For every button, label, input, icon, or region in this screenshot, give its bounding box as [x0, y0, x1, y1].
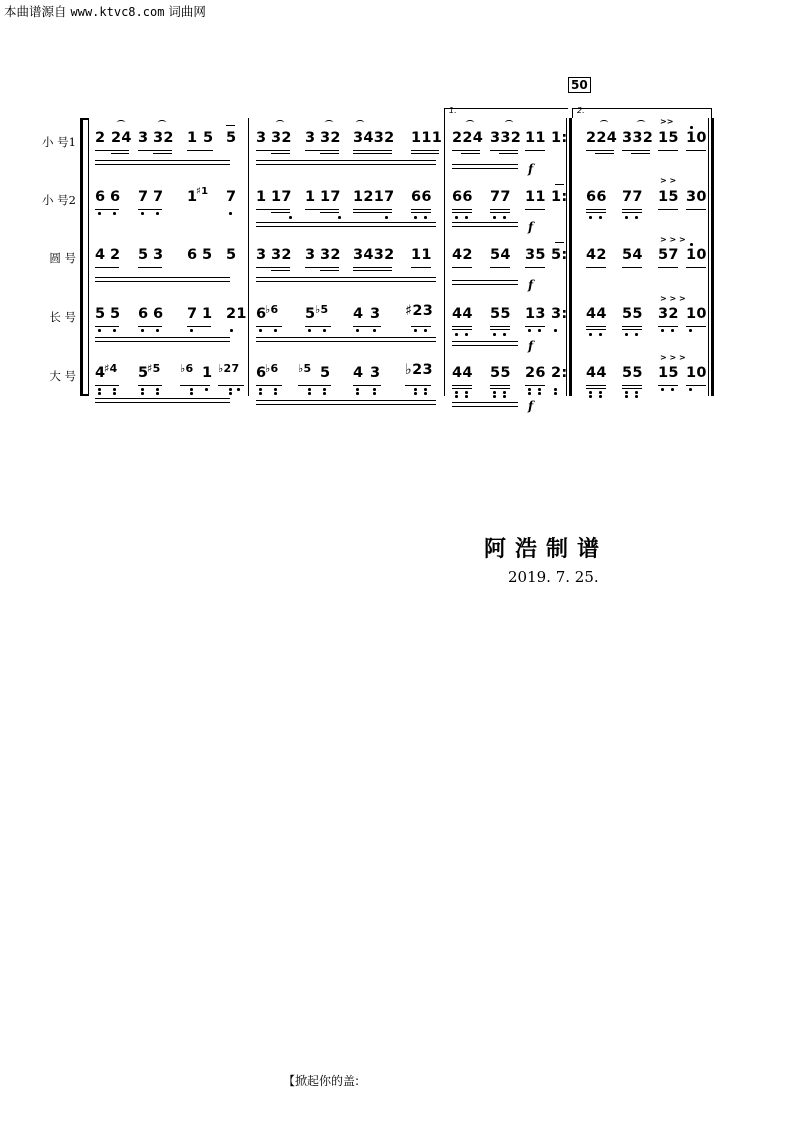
- note: 10: [686, 130, 707, 146]
- note: ♭6: [180, 362, 194, 375]
- note: 17: [320, 189, 341, 205]
- note: 32: [271, 247, 292, 263]
- note: 44: [452, 365, 473, 381]
- note: ♯23: [405, 303, 434, 319]
- note: 7: [226, 189, 237, 205]
- note: 3432: [353, 247, 395, 263]
- note: 11: [525, 189, 546, 205]
- note: 3: [305, 130, 316, 146]
- note: 3: [370, 306, 381, 322]
- accent-mark: > > >: [660, 294, 686, 303]
- note: 4: [95, 365, 106, 381]
- fermata: [600, 120, 608, 125]
- note: 3: [153, 247, 164, 263]
- note: 1: [187, 130, 198, 146]
- accent-mark: >>: [660, 117, 674, 126]
- note: 15: [658, 189, 679, 205]
- note: 32: [320, 130, 341, 146]
- note: ♭6: [265, 362, 279, 375]
- note: 32: [658, 306, 679, 322]
- instrument-label: 长 号: [49, 310, 76, 324]
- note: 57: [658, 247, 679, 263]
- note: 42: [586, 247, 607, 263]
- note: 6: [95, 189, 106, 205]
- note: 1:: [551, 130, 568, 146]
- note: 24: [111, 130, 132, 146]
- instrument-label: 小 号1: [42, 135, 76, 149]
- volta-2: [572, 108, 712, 118]
- note: 1: [187, 189, 198, 205]
- note: 5: [95, 306, 106, 322]
- note: 4: [353, 365, 364, 381]
- fermata: [325, 120, 333, 125]
- header-site[interactable]: www.ktvc8.com: [70, 5, 165, 19]
- dynamic-f: f: [528, 399, 534, 413]
- note: 10: [686, 306, 707, 322]
- note: 5: [320, 365, 331, 381]
- dynamic-f: f: [528, 339, 534, 353]
- note: 2: [110, 247, 121, 263]
- note: 6: [153, 306, 164, 322]
- note: 3: [305, 247, 316, 263]
- note: 7: [153, 189, 164, 205]
- note: 44: [586, 365, 607, 381]
- fermata: [117, 120, 125, 125]
- note: 1: [202, 306, 213, 322]
- note: 3432: [353, 130, 395, 146]
- note: 1: [202, 365, 213, 381]
- note: ♭5: [298, 362, 312, 375]
- repeat-barline-thick: [569, 118, 572, 396]
- fermata: [637, 120, 645, 125]
- instrument-label: 大 号: [49, 369, 76, 383]
- volta-1: [444, 108, 568, 118]
- note: 3: [370, 365, 381, 381]
- note: 15: [658, 130, 679, 146]
- barline: [444, 118, 445, 396]
- volta-1-label: 1.: [449, 106, 457, 115]
- note: 4: [95, 247, 106, 263]
- dynamic-f: f: [528, 278, 534, 292]
- note: 55: [490, 365, 511, 381]
- header: [4, 2, 206, 20]
- system-start-barline: [88, 118, 89, 396]
- accent-mark: > > >: [660, 235, 686, 244]
- note: 55: [622, 306, 643, 322]
- fermata: [466, 120, 474, 125]
- note: ♯1: [196, 186, 209, 197]
- note: 10: [686, 247, 707, 263]
- note: 13: [525, 306, 546, 322]
- note: 3: [256, 247, 267, 263]
- note: ♯5: [147, 362, 161, 375]
- note: 1:: [551, 189, 568, 205]
- note: 66: [452, 189, 473, 205]
- note: 6: [187, 247, 198, 263]
- note: 21: [226, 306, 247, 322]
- barline: [248, 118, 249, 396]
- accent-mark: > > >: [660, 353, 686, 362]
- note: 55: [622, 365, 643, 381]
- note: 54: [490, 247, 511, 263]
- note: 5: [110, 306, 121, 322]
- note: 66: [586, 189, 607, 205]
- note: 54: [622, 247, 643, 263]
- note: 224: [586, 130, 618, 146]
- note: 4: [353, 306, 364, 322]
- note: 3:: [551, 306, 568, 322]
- final-barline: [708, 118, 709, 396]
- note: ♭27: [218, 362, 240, 375]
- note: 44: [452, 306, 473, 322]
- note: 5: [138, 365, 149, 381]
- note: 332: [622, 130, 654, 146]
- note: 42: [452, 247, 473, 263]
- note: 5: [203, 130, 214, 146]
- accent-mark: > >: [660, 176, 677, 185]
- note: 6: [138, 306, 149, 322]
- note: 35: [525, 247, 546, 263]
- note: 26: [525, 365, 546, 381]
- note: 3: [256, 130, 267, 146]
- arranger-credit: 阿浩制谱: [484, 536, 609, 562]
- note: 55: [490, 306, 511, 322]
- footer-song-title: 【掀起你的盖:: [283, 1074, 360, 1088]
- note: 3: [138, 130, 149, 146]
- note: 6: [256, 306, 267, 322]
- note: 66: [411, 189, 432, 205]
- note: 10: [686, 365, 707, 381]
- rehearsal-mark: 50: [568, 77, 591, 93]
- note: 77: [622, 189, 643, 205]
- fermata: [505, 120, 513, 125]
- instrument-label: 小 号2: [42, 193, 76, 207]
- note: 111: [411, 130, 443, 146]
- note: 11: [411, 247, 432, 263]
- note: 5: [305, 306, 316, 322]
- header-source: 本曲谱源自: [4, 4, 67, 19]
- note: 5: [226, 130, 237, 146]
- note: 1217: [353, 189, 395, 205]
- note: 2: [95, 130, 106, 146]
- note: 5:: [551, 247, 568, 263]
- note: ♭23: [405, 362, 433, 378]
- note: 15: [658, 365, 679, 381]
- note: 7: [138, 189, 149, 205]
- note: 1: [256, 189, 267, 205]
- note: 30: [686, 189, 707, 205]
- note: 17: [271, 189, 292, 205]
- fermata: [356, 120, 364, 125]
- note: 32: [320, 247, 341, 263]
- header-site-name: 词曲网: [168, 4, 206, 19]
- note: 5: [138, 247, 149, 263]
- note: 332: [490, 130, 522, 146]
- note: 2:: [551, 365, 568, 381]
- note: 224: [452, 130, 484, 146]
- note: 77: [490, 189, 511, 205]
- note: ♭6: [265, 303, 279, 316]
- note: 32: [271, 130, 292, 146]
- dynamic-f: f: [528, 220, 534, 234]
- fermata: [158, 120, 166, 125]
- note: ♭5: [315, 303, 329, 316]
- instrument-label: 圆 号: [49, 251, 76, 265]
- note: 44: [586, 306, 607, 322]
- dynamic-f: f: [528, 162, 534, 176]
- note: 7: [187, 306, 198, 322]
- note: 5: [202, 247, 213, 263]
- note: 32: [153, 130, 174, 146]
- final-barline-thick: [711, 118, 714, 396]
- system-bracket: [80, 118, 83, 396]
- fermata: [276, 120, 284, 125]
- note: 1: [305, 189, 316, 205]
- note: 5: [226, 247, 237, 263]
- note: 11: [525, 130, 546, 146]
- note: 6: [110, 189, 121, 205]
- note: 6: [256, 365, 267, 381]
- date: 2019. 7. 25.: [508, 568, 599, 586]
- note: ♯4: [104, 362, 118, 375]
- volta-2-label: 2.: [577, 106, 585, 115]
